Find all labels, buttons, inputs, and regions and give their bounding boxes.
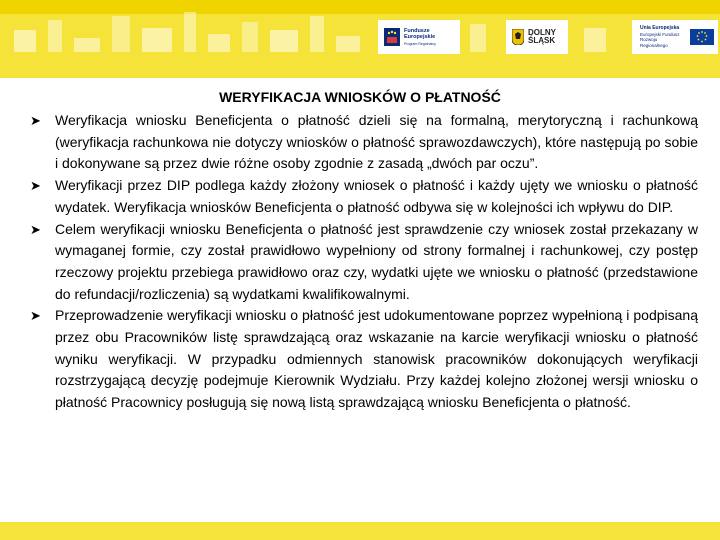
ue-sub: Europejski Fundusz Rozwoju Regionalnego xyxy=(640,31,680,48)
list-item xyxy=(30,305,698,414)
bullet-text-4: Przeprowadzenie weryfikacji wniosku o płatność jest udokumentowane poprzez wypełnioną i podpisaną przez obu Pracowników listę sprawdzającą oraz wskazanie na karcie weryfikacji wniosku o płatność wyniku weryfikacji. W przypadku odmiennych stanowisk pracowników dokonujących weryfikacji rozstrzygającą decyzję podejmuje Kierownik Wydziału. Przy każdej kolejno złożonej wersji wniosku o płatność Pracownicy posługują się nową listą sprawdzającą wniosku Beneficjenta o płatność. xyxy=(55,307,698,411)
footer-bar xyxy=(0,522,720,540)
arrow-bullet-icon: ➤ xyxy=(30,113,41,128)
bullet-text-2: Weryfikacji przez DIP podlega każdy złożony wniosek o płatność i każdy ujęty we wniosku o płatność wydatek. Weryfikacja wniosków Beneficjenta o płatność odbywa się w kolejności ich wpływu do DIP. xyxy=(55,177,698,215)
page-title: WERYFIKACJA WNIOSKÓW O PŁATNOŚĆ xyxy=(219,89,501,105)
ds-line1: DOLNY xyxy=(528,28,556,37)
ue-line1: Unia Europejska xyxy=(640,25,680,31)
list-item xyxy=(30,110,698,175)
bullet-list xyxy=(30,110,698,414)
header-banner xyxy=(0,0,720,78)
dolny-slask-logo xyxy=(506,20,568,54)
eu-flag-icon xyxy=(690,29,714,45)
arrow-bullet-icon: ➤ xyxy=(30,308,41,324)
eagle-shield-icon xyxy=(512,29,524,45)
arrow-bullet-icon: ➤ xyxy=(30,221,41,237)
list-item xyxy=(30,175,698,218)
ds-line2: ŚLĄSK xyxy=(528,36,556,45)
fe-emblem-icon xyxy=(384,28,400,46)
unia-europejska-logo xyxy=(632,20,718,54)
bullet-text-1: Weryfikacja wniosku Beneficjenta o płatność dzieli się na formalną, merytoryczną i rachunkową (weryfikacja rachunkowa nie dotyczy wniosków o płatność sprawozdawczych), które następują po sobie i dokonywane są przez dwie różne osoby zgodnie z zasadą „dwóch par oczu”. xyxy=(55,112,698,172)
arrow-bullet-icon: ➤ xyxy=(30,178,41,194)
fundusze-europejskie-logo xyxy=(378,20,460,54)
logo-strip xyxy=(0,20,720,56)
fe-line2: Europejskie xyxy=(404,33,436,40)
bullet-text-3: Celem weryfikacji wniosku Beneficjenta o płatność jest sprawdzenie czy wniosek został przekazany w wymaganej formie, czy został prawidłowo wypełniony od strony formalnej i rachunkowej, czy postęp rzeczowy projektu przebiega prawidłowo oraz czy, wydatki ujęte we wniosku o płatność (przedstawione do refundacji/rozliczenia) są wydatkami kwalifikowalnymi. xyxy=(55,220,698,302)
fe-sub: Program Regionalny xyxy=(404,41,436,46)
list-item xyxy=(30,219,698,306)
fe-line1: Fundusze xyxy=(404,27,430,34)
